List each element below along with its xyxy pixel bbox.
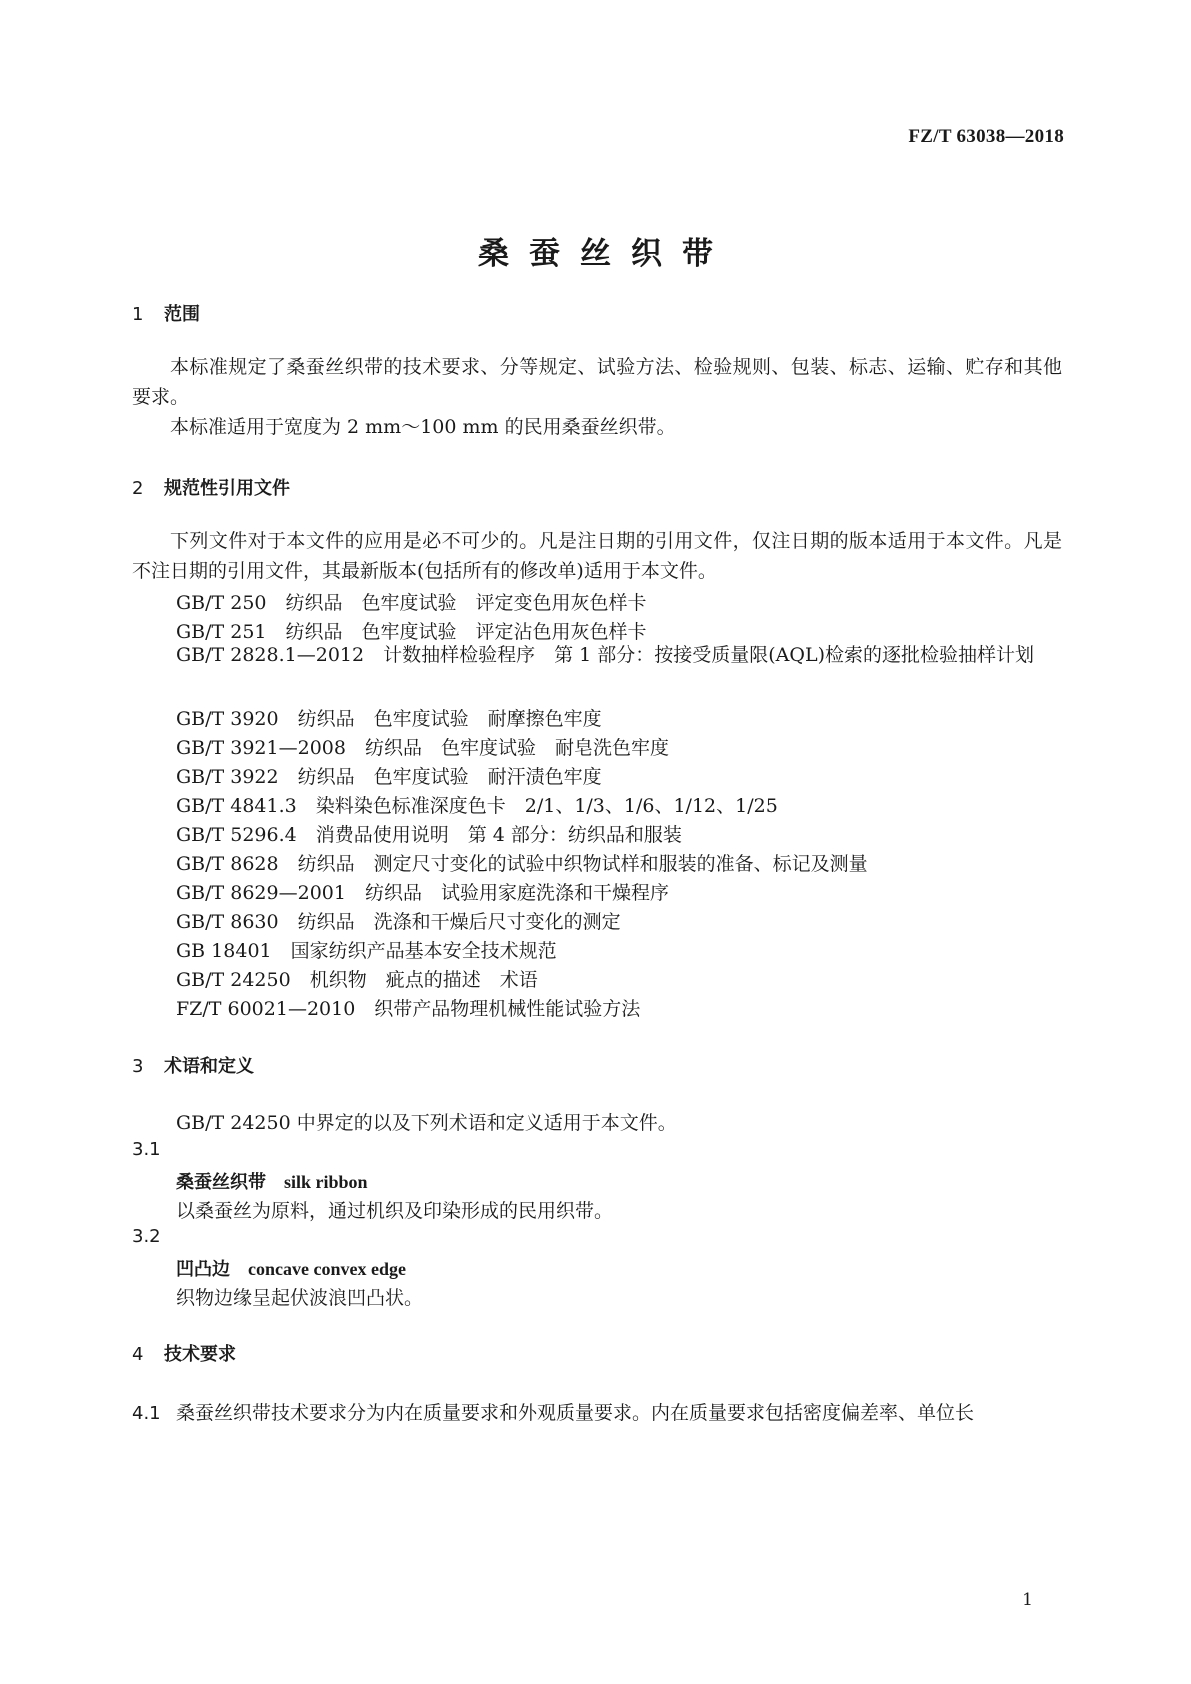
reference-item: GB/T 251 纺织品 色牢度试验 评定沾色用灰色样卡 [176,621,647,643]
term-name [176,1168,368,1194]
standard-code: FZ/T 63038—2018 [908,126,1064,147]
reference-item: GB/T 3920 纺织品 色牢度试验 耐摩擦色牢度 [176,708,602,730]
section-number: 1 [132,304,144,325]
section-number: 2 [132,478,144,499]
reference-item: GB/T 3921—2008 纺织品 色牢度试验 耐皂洗色牢度 [176,737,669,759]
section-number: 4 [132,1344,144,1365]
reference-item: GB/T 8629—2001 纺织品 试验用家庭洗涤和干燥程序 [176,882,669,904]
section-2-intro: 下列文件对于本文件的应用是必不可少的。凡是注日期的引用文件，仅注日期的版本适用于本文件。凡是不注日期的引用文件，其最新版本(包括所有的修改单)适用于本文件。 [132,530,1062,582]
section-title: 规范性引用文件 [164,478,290,499]
clause-4-1 [132,1398,1062,1425]
term-definition: 织物边缘呈起伏波浪凹凸状。 [176,1287,424,1309]
section-4-heading [132,1340,236,1366]
section-title: 术语和定义 [164,1056,254,1077]
reference-item: GB/T 8628 纺织品 测定尺寸变化的试验中织物试样和服装的准备、标记及测量 [176,853,868,875]
reference-item: GB/T 2828.1—2012 计数抽样检验程序 第 1 部分：按接受质量限(AQL)检索的逐批检验抽样计划 [176,644,1034,666]
term-number: 3.1 [132,1139,161,1160]
term-definition: 以桑蚕丝为原料，通过机织及印染形成的民用织带。 [176,1200,614,1222]
term-name-en: silk ribbon [284,1172,368,1192]
reference-item: GB/T 5296.4 消费品使用说明 第 4 部分：纺织品和服装 [176,824,682,846]
reference-item: FZ/T 60021—2010 织带产品物理机械性能试验方法 [176,998,641,1020]
section-title: 范围 [164,304,200,325]
term-name-zh: 凹凸边 [176,1259,230,1280]
section-3-intro: GB/T 24250 中界定的以及下列术语和定义适用于本文件。 [176,1112,677,1134]
clause-text: 桑蚕丝织带技术要求分为内在质量要求和外观质量要求。内在质量要求包括密度偏差率、单位长 [176,1402,975,1424]
section-3-heading [132,1052,254,1078]
reference-item: GB/T 250 纺织品 色牢度试验 评定变色用灰色样卡 [176,592,647,614]
section-1-paragraph-2: 本标准适用于宽度为 2 mm～100 mm 的民用桑蚕丝织带。 [170,416,676,438]
section-1-heading [132,300,200,326]
reference-item: GB/T 24250 机织物 疵点的描述 术语 [176,969,538,991]
section-number: 3 [132,1056,144,1077]
reference-item: GB/T 8630 纺织品 洗涤和干燥后尺寸变化的测定 [176,911,621,933]
term-name-en: concave convex edge [248,1259,406,1279]
reference-item: GB 18401 国家纺织产品基本安全技术规范 [176,940,557,962]
section-2-heading [132,474,290,500]
term-name [176,1255,406,1281]
reference-item: GB/T 3922 纺织品 色牢度试验 耐汗渍色牢度 [176,766,602,788]
term-name-zh: 桑蚕丝织带 [176,1172,266,1193]
document-title: 桑蚕丝织带 [478,236,733,272]
section-title: 技术要求 [164,1344,236,1365]
section-1-paragraph-1: 本标准规定了桑蚕丝织带的技术要求、分等规定、试验方法、检验规则、包装、标志、运输、贮存和其他要求。 [132,356,1062,408]
clause-number: 4.1 [132,1403,161,1424]
reference-item: GB/T 4841.3 染料染色标准深度色卡 2/1、1/3、1/6、1/12、1/25 [176,795,778,817]
term-number: 3.2 [132,1226,161,1247]
page-number: 1 [1022,1590,1033,1610]
